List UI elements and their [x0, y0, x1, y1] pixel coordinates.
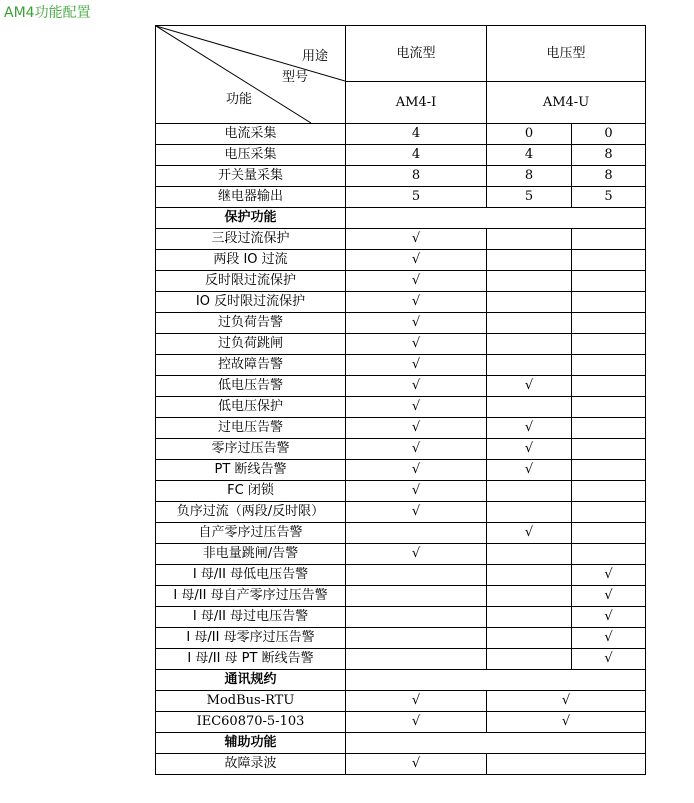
table-row: [156, 502, 646, 523]
use-label: 用途: [302, 49, 329, 64]
row-label: I 母/II 母自产零序过压告警: [156, 586, 346, 607]
check-mark: √: [346, 439, 487, 460]
cell-value: 4: [487, 145, 572, 166]
row-label: 电压采集: [156, 145, 346, 166]
empty-cell: [572, 292, 646, 313]
empty-cell: [346, 628, 487, 649]
empty-cell: [487, 649, 572, 670]
row-label: 开关量采集: [156, 166, 346, 187]
section-row: [156, 208, 646, 229]
empty-cell: [487, 334, 572, 355]
check-mark: √: [346, 502, 487, 523]
row-label: I 母/II 母零序过压告警: [156, 628, 346, 649]
table-row: [156, 250, 646, 271]
check-mark: √: [346, 313, 487, 334]
check-mark: √: [346, 397, 487, 418]
check-mark: √: [487, 418, 572, 439]
check-mark: √: [346, 418, 487, 439]
check-mark: √: [346, 229, 487, 250]
empty-cell: [346, 649, 487, 670]
diagonal-header-cell: [156, 26, 346, 124]
check-mark: √: [346, 250, 487, 271]
empty-cell: [487, 481, 572, 502]
section-title-comm: 通讯规约: [156, 670, 346, 691]
empty-cell: [572, 502, 646, 523]
row-label: 控故障告警: [156, 355, 346, 376]
check-mark: √: [572, 649, 646, 670]
row-label: 故障录波: [156, 754, 346, 775]
empty-cell: [487, 565, 572, 586]
empty-cell: [572, 418, 646, 439]
cell-value: 5: [572, 187, 646, 208]
table-row: [156, 187, 646, 208]
row-label: I 母/II 母过电压告警: [156, 607, 346, 628]
row-label: I 母/II 母 PT 断线告警: [156, 649, 346, 670]
row-label: 过负荷跳闸: [156, 334, 346, 355]
empty-cell: [487, 502, 572, 523]
row-label: 自产零序过压告警: [156, 523, 346, 544]
check-mark: √: [346, 292, 487, 313]
row-label: 电流采集: [156, 124, 346, 145]
check-mark: √: [346, 334, 487, 355]
table-row: [156, 544, 646, 565]
empty-cell: [572, 439, 646, 460]
empty-cell: [487, 250, 572, 271]
check-mark: √: [487, 439, 572, 460]
empty-cell: [487, 355, 572, 376]
table-row: [156, 124, 646, 145]
row-label: PT 断线告警: [156, 460, 346, 481]
check-mark: √: [346, 712, 487, 733]
check-mark: √: [346, 544, 487, 565]
type-current-header: 电流型: [346, 26, 487, 82]
empty-cell: [572, 544, 646, 565]
row-label: 反时限过流保护: [156, 271, 346, 292]
empty-cell: [346, 523, 487, 544]
check-mark: √: [572, 565, 646, 586]
check-mark: √: [346, 355, 487, 376]
empty-cell: [487, 292, 572, 313]
check-mark: √: [572, 607, 646, 628]
empty-cell: [572, 460, 646, 481]
empty-cell: [572, 376, 646, 397]
empty-cell: [487, 271, 572, 292]
cell-value: 0: [572, 124, 646, 145]
empty-cell: [572, 397, 646, 418]
table-row: [156, 166, 646, 187]
row-label: 零序过压告警: [156, 439, 346, 460]
table-row: [156, 712, 646, 733]
table-row: [156, 271, 646, 292]
check-mark: √: [572, 628, 646, 649]
table-row: [156, 292, 646, 313]
table-row: [156, 376, 646, 397]
empty-cell: [572, 313, 646, 334]
row-label: 低电压保护: [156, 397, 346, 418]
table-row: [156, 628, 646, 649]
row-label: IO 反时限过流保护: [156, 292, 346, 313]
table-row: [156, 439, 646, 460]
cell-value: 8: [572, 145, 646, 166]
empty-cell: [572, 334, 646, 355]
table-row: [156, 229, 646, 250]
cell-value: 8: [487, 166, 572, 187]
row-label: I 母/II 母低电压告警: [156, 565, 346, 586]
function-config-table: [155, 25, 646, 775]
table-row: [156, 754, 646, 775]
empty-cell: [346, 586, 487, 607]
cell-value: 5: [346, 187, 487, 208]
empty-cell: [487, 544, 572, 565]
row-label: 两段 IO 过流: [156, 250, 346, 271]
row-label: 过电压告警: [156, 418, 346, 439]
row-label: 继电器输出: [156, 187, 346, 208]
empty-cell: [487, 313, 572, 334]
section-title-protection: 保护功能: [156, 208, 346, 229]
model-voltage-header: AM4-U: [487, 82, 646, 124]
cell-value: 0: [487, 124, 572, 145]
check-mark: √: [346, 460, 487, 481]
empty-cell: [487, 607, 572, 628]
check-mark: √: [572, 586, 646, 607]
empty-cell: [346, 607, 487, 628]
empty-cell: [572, 481, 646, 502]
check-mark: √: [487, 523, 572, 544]
table-row: [156, 418, 646, 439]
model-current-header: AM4-I: [346, 82, 487, 124]
cell-value: 5: [487, 187, 572, 208]
table-row: [156, 313, 646, 334]
check-mark: √: [346, 691, 487, 712]
check-mark: √: [487, 712, 646, 733]
table-row: [156, 523, 646, 544]
function-label: 功能: [226, 92, 253, 107]
cell-value: 4: [346, 145, 487, 166]
check-mark: √: [487, 376, 572, 397]
empty-cell: [346, 565, 487, 586]
section-blank: [346, 733, 646, 754]
section-row: [156, 733, 646, 754]
section-title-aux: 辅助功能: [156, 733, 346, 754]
row-label: 负序过流（两段/反时限）: [156, 502, 346, 523]
cell-value: 8: [346, 166, 487, 187]
table-row: [156, 565, 646, 586]
check-mark: √: [487, 691, 646, 712]
empty-cell: [487, 397, 572, 418]
check-mark: √: [346, 376, 487, 397]
empty-cell: [487, 754, 646, 775]
check-mark: √: [346, 481, 487, 502]
section-blank: [346, 670, 646, 691]
row-label: 低电压告警: [156, 376, 346, 397]
row-label: 三段过流保护: [156, 229, 346, 250]
page-title: AM4功能配置: [4, 5, 91, 21]
table-row: [156, 691, 646, 712]
model-label: 型号: [282, 70, 309, 85]
cell-value: 8: [572, 166, 646, 187]
check-mark: √: [487, 460, 572, 481]
cell-value: 4: [346, 124, 487, 145]
table-row: [156, 397, 646, 418]
table-row: [156, 460, 646, 481]
table-row: [156, 481, 646, 502]
row-label: 非电量跳闸/告警: [156, 544, 346, 565]
row-label: ModBus-RTU: [156, 691, 346, 712]
type-voltage-header: 电压型: [487, 26, 646, 82]
row-label: 过负荷告警: [156, 313, 346, 334]
section-blank: [346, 208, 646, 229]
table-row: [156, 355, 646, 376]
diagonal-lines: [156, 26, 345, 123]
row-label: FC 闭锁: [156, 481, 346, 502]
check-mark: √: [346, 754, 487, 775]
empty-cell: [572, 229, 646, 250]
row-label: IEC60870-5-103: [156, 712, 346, 733]
empty-cell: [572, 250, 646, 271]
check-mark: √: [346, 271, 487, 292]
empty-cell: [572, 355, 646, 376]
table-row: [156, 334, 646, 355]
empty-cell: [487, 586, 572, 607]
table-row: [156, 607, 646, 628]
empty-cell: [572, 271, 646, 292]
empty-cell: [572, 523, 646, 544]
empty-cell: [487, 229, 572, 250]
section-row: [156, 670, 646, 691]
table-row: [156, 649, 646, 670]
empty-cell: [487, 628, 572, 649]
table-row: [156, 586, 646, 607]
table-row: [156, 145, 646, 166]
